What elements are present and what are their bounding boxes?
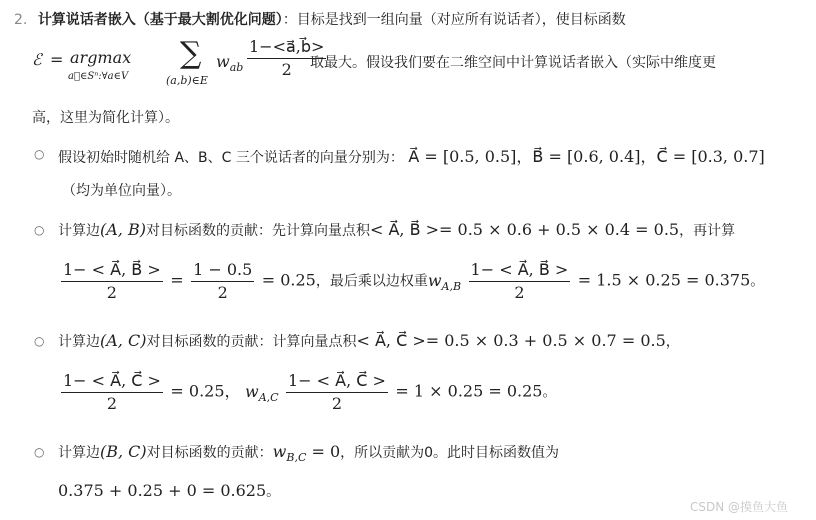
- intro-continuation: 高，这里为简化计算）。: [32, 110, 179, 126]
- fraction-ac-repeat-num: 1− < A⃗, C⃗ >: [286, 372, 388, 393]
- equals-sign: =: [170, 270, 184, 290]
- sentence-end: 。: [266, 484, 281, 500]
- edge-mid-text: 对目标函数的贡献：计算向量点积: [146, 334, 357, 350]
- bullet-marker: ○: [34, 147, 45, 161]
- objective-fraction-num: 1−<a⃗,b⃗>: [247, 38, 326, 59]
- objective-eq: =: [50, 50, 64, 69]
- edge-bc: (B, C): [100, 442, 147, 461]
- fraction-ac-repeat-den: 2: [331, 394, 343, 413]
- fraction-ab-value-num: 1 − 0.5: [191, 261, 254, 282]
- sum-symbol: ∑: [180, 36, 202, 71]
- dot-product-ab: < A⃗, B⃗ >= 0.5 × 0.6 + 0.5 × 0.4 = 0.5: [369, 220, 680, 239]
- fraction-ac-den: 2: [106, 394, 118, 413]
- objective-fraction-den: 2: [281, 60, 292, 79]
- fraction-ab-den: 2: [106, 283, 117, 302]
- edge-tail-text: ，: [665, 334, 680, 350]
- fraction-ac-repeat: [286, 372, 388, 413]
- edge-ac: (A, C): [100, 331, 147, 350]
- fraction-ab-value: [191, 261, 254, 302]
- edge-ab-line: [58, 220, 735, 240]
- fraction-ac-result: = 0.25，: [170, 381, 241, 401]
- fraction-ab-result: = 0.25: [261, 270, 316, 290]
- bullet-vectors-line: [58, 144, 765, 167]
- bullet-lead-text: 假设初始时随机给 A、B、C 三个说话者的向量分别为：: [58, 150, 404, 166]
- sentence-end: 。: [750, 273, 765, 290]
- item-intro: ：目标是找到一组向量（对应所有说话者），使目标函数: [282, 12, 626, 28]
- fraction-ac-num: 1− < A⃗, C⃗ >: [61, 372, 163, 393]
- fraction-ab-repeat-den: 2: [514, 283, 525, 302]
- edge-lead-text: 计算边: [58, 334, 100, 350]
- initial-vectors: A⃗ = [0.5, 0.5]，B⃗ = [0.6, 0.4]，C⃗ = [0.3, 0.7]: [408, 147, 765, 166]
- edge-ab-contribution: = 1.5 × 0.25 = 0.375: [577, 270, 751, 290]
- edge-ab-calculation: [58, 261, 764, 302]
- edge-lead-text: 计算边: [58, 223, 100, 239]
- fraction-ab-value-den: 2: [217, 283, 228, 302]
- weight-ab: $w_{A,B}$: [427, 270, 462, 293]
- edge-mid-text: 对目标函数的贡献：: [146, 445, 273, 461]
- weight-bc-value: = 0: [306, 442, 341, 461]
- argmax-subscript: a⃗∈Sⁿ:∀a∈V: [68, 71, 129, 82]
- objective-total: 0.375 + 0.25 + 0 = 0.625: [58, 481, 267, 500]
- item-heading: [14, 9, 626, 29]
- fraction-ab-repeat-num: 1− < A⃗, B⃗ >: [469, 261, 571, 282]
- edge-ac-line: [58, 331, 680, 351]
- objective-total-line: [58, 481, 280, 501]
- sentence-end: 。: [542, 384, 557, 401]
- fraction-ab-num: 1− < A⃗, B⃗ >: [61, 261, 163, 282]
- fraction-ac: [61, 372, 163, 413]
- after-formula-text: 取最大。假设我们要在二维空间中计算说话者嵌入（实际中维度更: [310, 55, 716, 71]
- edge-mid-text: 对目标函数的贡献：先计算向量点积: [145, 223, 370, 239]
- item-title: 计算说话者嵌入（基于最大割优化问题）: [37, 12, 283, 28]
- watermark: CSDN @摸鱼大鱼: [690, 500, 789, 514]
- edge-bc-line: [58, 442, 559, 464]
- edge-ac-contribution: = 1 × 0.25 = 0.25: [395, 381, 543, 401]
- edge-ac-calculation: [58, 372, 556, 413]
- weight-bc: $w_{B,C}$: [272, 442, 307, 464]
- bullet-marker: ○: [34, 445, 45, 459]
- unit-vector-note: （均为单位向量）。: [62, 183, 181, 199]
- bullet-marker: ○: [34, 223, 45, 237]
- bullet-marker: ○: [34, 334, 45, 348]
- argmax-operator: argmax: [70, 48, 132, 67]
- fraction-ab: [61, 261, 163, 302]
- objective-weight: $w_{ab}$: [216, 52, 244, 74]
- edge-ab: (A, B): [100, 220, 146, 239]
- fraction-ab-repeat: [469, 261, 571, 302]
- objective-symbol: ℰ: [32, 50, 42, 69]
- weight-ac: $w_{A,C}$: [244, 381, 279, 404]
- connector-text: ，最后乘以边权重: [315, 273, 428, 290]
- edge-lead-text: 计算边: [58, 445, 100, 461]
- item-number: 2.: [14, 12, 28, 28]
- sum-subscript: (a,b)∈E: [166, 74, 208, 87]
- edge-tail-text: ，再计算: [679, 223, 736, 239]
- edge-tail-text: ，所以贡献为0。此时目标函数值为: [340, 445, 560, 461]
- dot-product-ac: < A⃗, C⃗ >= 0.5 × 0.3 + 0.5 × 0.7 = 0.5: [356, 331, 666, 350]
